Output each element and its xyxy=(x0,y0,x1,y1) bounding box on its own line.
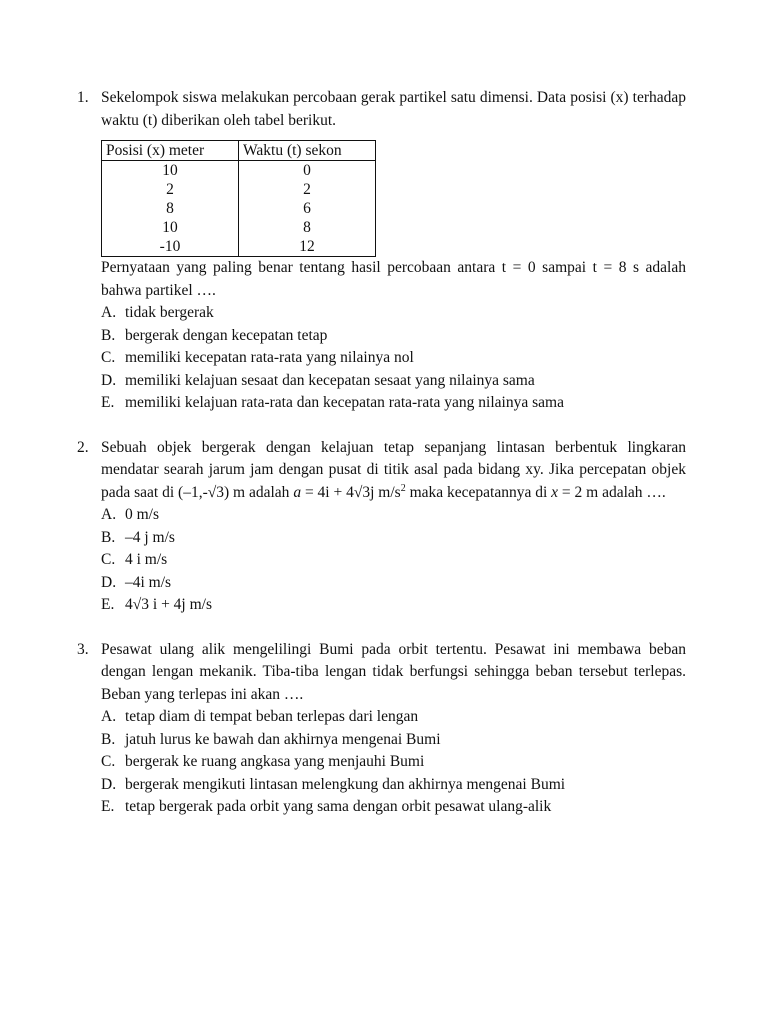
option-letter: E. xyxy=(101,394,115,411)
option-text: tetap diam di tempat beban terlepas dari lengan xyxy=(125,708,419,725)
stem-text: = 2 m adalah …. xyxy=(558,483,666,501)
question-body xyxy=(101,639,686,819)
option-letter: B. xyxy=(101,326,116,344)
table-cell-time: 0 xyxy=(239,161,376,181)
option-letter: A. xyxy=(101,304,117,321)
answer-options xyxy=(101,706,686,819)
question-stem: Sekelompok siswa melakukan percobaan gerak partikel satu dimensi. Data posisi (x) terhadap waktu (t) diberikan oleh tabel berikut. xyxy=(101,89,686,129)
point-coordinates: (–1,-√3) xyxy=(178,483,230,501)
question-followup: Pernyataan yang paling benar tentang hasil percobaan antara t = 0 sampai t = 8 s adalah bahwa partikel …. xyxy=(101,259,686,299)
answer-options xyxy=(101,504,686,617)
option-text: 0 m/s xyxy=(125,506,160,523)
option-letter: E. xyxy=(101,596,115,613)
table-cell-time: 6 xyxy=(239,199,376,218)
table-row xyxy=(102,180,376,199)
option-b xyxy=(101,729,686,752)
table-header-position: Posisi (x) meter xyxy=(102,141,239,161)
question-number: 2. xyxy=(77,438,89,456)
option-letter: D. xyxy=(101,573,117,591)
x-symbol: x xyxy=(551,483,559,501)
option-letter: C. xyxy=(101,551,116,568)
option-text: memiliki kelajuan rata-rata dan kecepatan rata-rata yang nilainya sama xyxy=(125,394,564,411)
position-time-table xyxy=(101,140,376,257)
question-body xyxy=(101,437,686,617)
table-cell-position: 8 xyxy=(102,199,239,218)
option-letter: B. xyxy=(101,730,116,748)
option-letter: B. xyxy=(101,528,116,546)
option-text: jatuh lurus ke bawah dan akhirnya mengenai Bumi xyxy=(125,730,441,748)
option-text: bergerak ke ruang angkasa yang menjauhi Bumi xyxy=(125,753,425,770)
option-e xyxy=(101,796,686,819)
table-row xyxy=(102,218,376,237)
option-text: –4i m/s xyxy=(125,573,172,591)
option-a xyxy=(101,302,686,325)
table-cell-time: 12 xyxy=(239,237,376,257)
option-text: –4 j m/s xyxy=(125,528,175,546)
option-d xyxy=(101,572,686,595)
option-text: 4 i m/s xyxy=(125,551,168,568)
stem-text: m adalah xyxy=(229,483,294,501)
option-letter: D. xyxy=(101,775,117,793)
option-text: tetap bergerak pada orbit yang sama dengan orbit pesawat ulang-alik xyxy=(125,798,552,815)
question-3 xyxy=(77,639,686,819)
question-number: 3. xyxy=(77,640,89,658)
option-c xyxy=(101,549,686,572)
table-cell-position: 10 xyxy=(102,218,239,237)
option-e xyxy=(101,392,686,415)
option-b xyxy=(101,325,686,348)
option-letter: A. xyxy=(101,708,117,725)
option-a xyxy=(101,706,686,729)
question-body xyxy=(101,87,686,415)
table-header-time: Waktu (t) sekon xyxy=(239,141,376,161)
option-d xyxy=(101,370,686,393)
table-cell-position: -10 xyxy=(102,237,239,257)
option-text: bergerak dengan kecepatan tetap xyxy=(125,326,328,344)
table-cell-position: 2 xyxy=(102,180,239,199)
option-letter: A. xyxy=(101,506,117,523)
option-letter: C. xyxy=(101,349,116,366)
question-2 xyxy=(77,437,686,617)
table-cell-time: 8 xyxy=(239,218,376,237)
option-a xyxy=(101,504,686,527)
question-stem: Pesawat ulang alik mengelilingi Bumi pada orbit tertentu. Pesawat ini membawa beban dengan lengan mekanik. Tiba-tiba lengan tidak berfungsi sehingga beban tersebut terlepas. Beban yang terlepas ini akan …. xyxy=(101,640,686,703)
option-text: bergerak mengikuti lintasan melengkung dan akhirnya mengenai Bumi xyxy=(125,775,566,793)
option-text: tidak bergerak xyxy=(125,304,214,321)
table-cell-position: 10 xyxy=(102,161,239,181)
option-e xyxy=(101,594,686,617)
option-d xyxy=(101,774,686,797)
stem-text: Sebuah objek bergerak dengan kelajuan tetap sepanjang lintasan berbentuk lingkaran mendatar searah jarum jam dengan pusat di titik asal pada bidang xy. Jika percepatan objek pada saat di xyxy=(101,438,686,501)
option-text: 4√3 i + 4j m/s xyxy=(125,596,213,613)
option-text: memiliki kelajuan sesaat dan kecepatan sesaat yang nilainya sama xyxy=(125,371,535,389)
table-row xyxy=(102,237,376,257)
question-stem xyxy=(101,437,686,505)
answer-options xyxy=(101,302,686,415)
option-b xyxy=(101,527,686,550)
table-header-row xyxy=(102,141,376,161)
acceleration-exponent: 2 xyxy=(400,482,406,494)
option-letter: E. xyxy=(101,798,115,815)
stem-text: maka kecepatannya di xyxy=(405,483,552,501)
table-row xyxy=(102,161,376,181)
option-c xyxy=(101,347,686,370)
acceleration-value: = 4i + 4√3j m/s xyxy=(301,483,401,501)
option-c xyxy=(101,751,686,774)
table-cell-time: 2 xyxy=(239,180,376,199)
table-row xyxy=(102,199,376,218)
option-letter: D. xyxy=(101,371,117,389)
question-number: 1. xyxy=(77,89,89,106)
question-1 xyxy=(77,87,686,415)
option-letter: C. xyxy=(101,753,116,770)
option-text: memiliki kecepatan rata-rata yang nilainya nol xyxy=(125,349,414,366)
acceleration-symbol: a xyxy=(293,483,302,501)
